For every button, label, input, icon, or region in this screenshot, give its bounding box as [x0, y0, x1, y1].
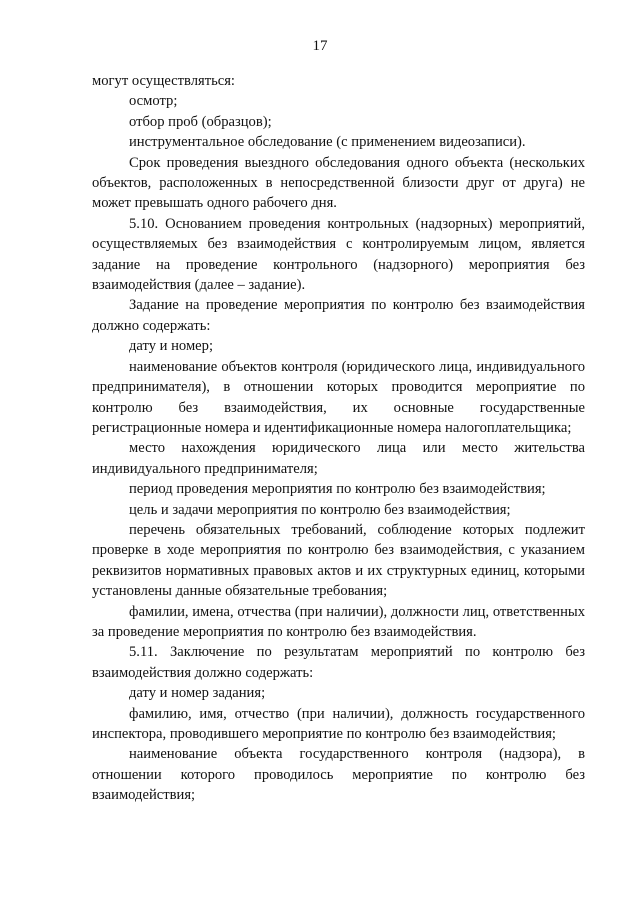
paragraph-5-11: 5.11. Заключение по результатам мероприятий по контролю без взаимодействия должно содержать:: [92, 644, 585, 681]
list-item: перечень обязательных требований, соблюдение которых подлежит проверке в ходе мероприятия по контролю без взаимодействия, с указанием реквизитов нормативных правовых актов и их структурных единиц, которыми установлены данные обязательные требования;: [92, 521, 585, 600]
paragraph: могут осуществляться:: [92, 73, 235, 89]
page-number: 17: [312, 38, 328, 54]
document-body: [92, 71, 585, 806]
list-item: наименование объектов контроля (юридического лица, индивидуального предпринимателя), в отношении которых проводится мероприятие по контролю без взаимодействия, их основные государственные регистрационные номера и идентификационные номера налогоплательщика;: [92, 358, 585, 436]
list-item: цель и задачи мероприятия по контролю без взаимодействия;: [129, 501, 511, 518]
list-item: инструментальное обследование (с применением видеозаписи).: [129, 134, 526, 151]
list-item: осмотр;: [129, 93, 178, 110]
list-item: фамилию, имя, отчество (при наличии), должность государственного инспектора, проводившего мероприятие по контролю без взаимодействия;: [92, 705, 585, 742]
paragraph: Срок проведения выездного обследования одного объекта (нескольких объектов, расположенных в непосредственной близости друг от друга) не может превышать одного рабочего дня.: [92, 154, 585, 212]
list-item: дату и номер;: [129, 338, 214, 355]
paragraph: Задание на проведение мероприятия по контролю без взаимодействия должно содержать:: [92, 297, 585, 334]
list-item: период проведения мероприятия по контролю без взаимодействия;: [129, 481, 546, 498]
list-item: место нахождения юридического лица или место жительства индивидуального предпринимателя;: [92, 440, 585, 477]
list-item: отбор проб (образцов);: [129, 113, 272, 130]
list-item: фамилии, имена, отчества (при наличии), должности лиц, ответственных за проведение мероприятия по контролю без взаимодействия.: [92, 603, 585, 640]
list-item: наименование объекта государственного контроля (надзора), в отношении которого проводилось мероприятие по контролю без взаимодействия;: [92, 746, 585, 804]
paragraph-5-10: 5.10. Основанием проведения контрольных (надзорных) мероприятий, осуществляемых без взаимодействия с контролируемым лицом, является задание на проведение контрольного (надзорного) мероприятия без взаимодействия (далее – задание).: [92, 215, 585, 294]
list-item: дату и номер задания;: [129, 685, 266, 702]
